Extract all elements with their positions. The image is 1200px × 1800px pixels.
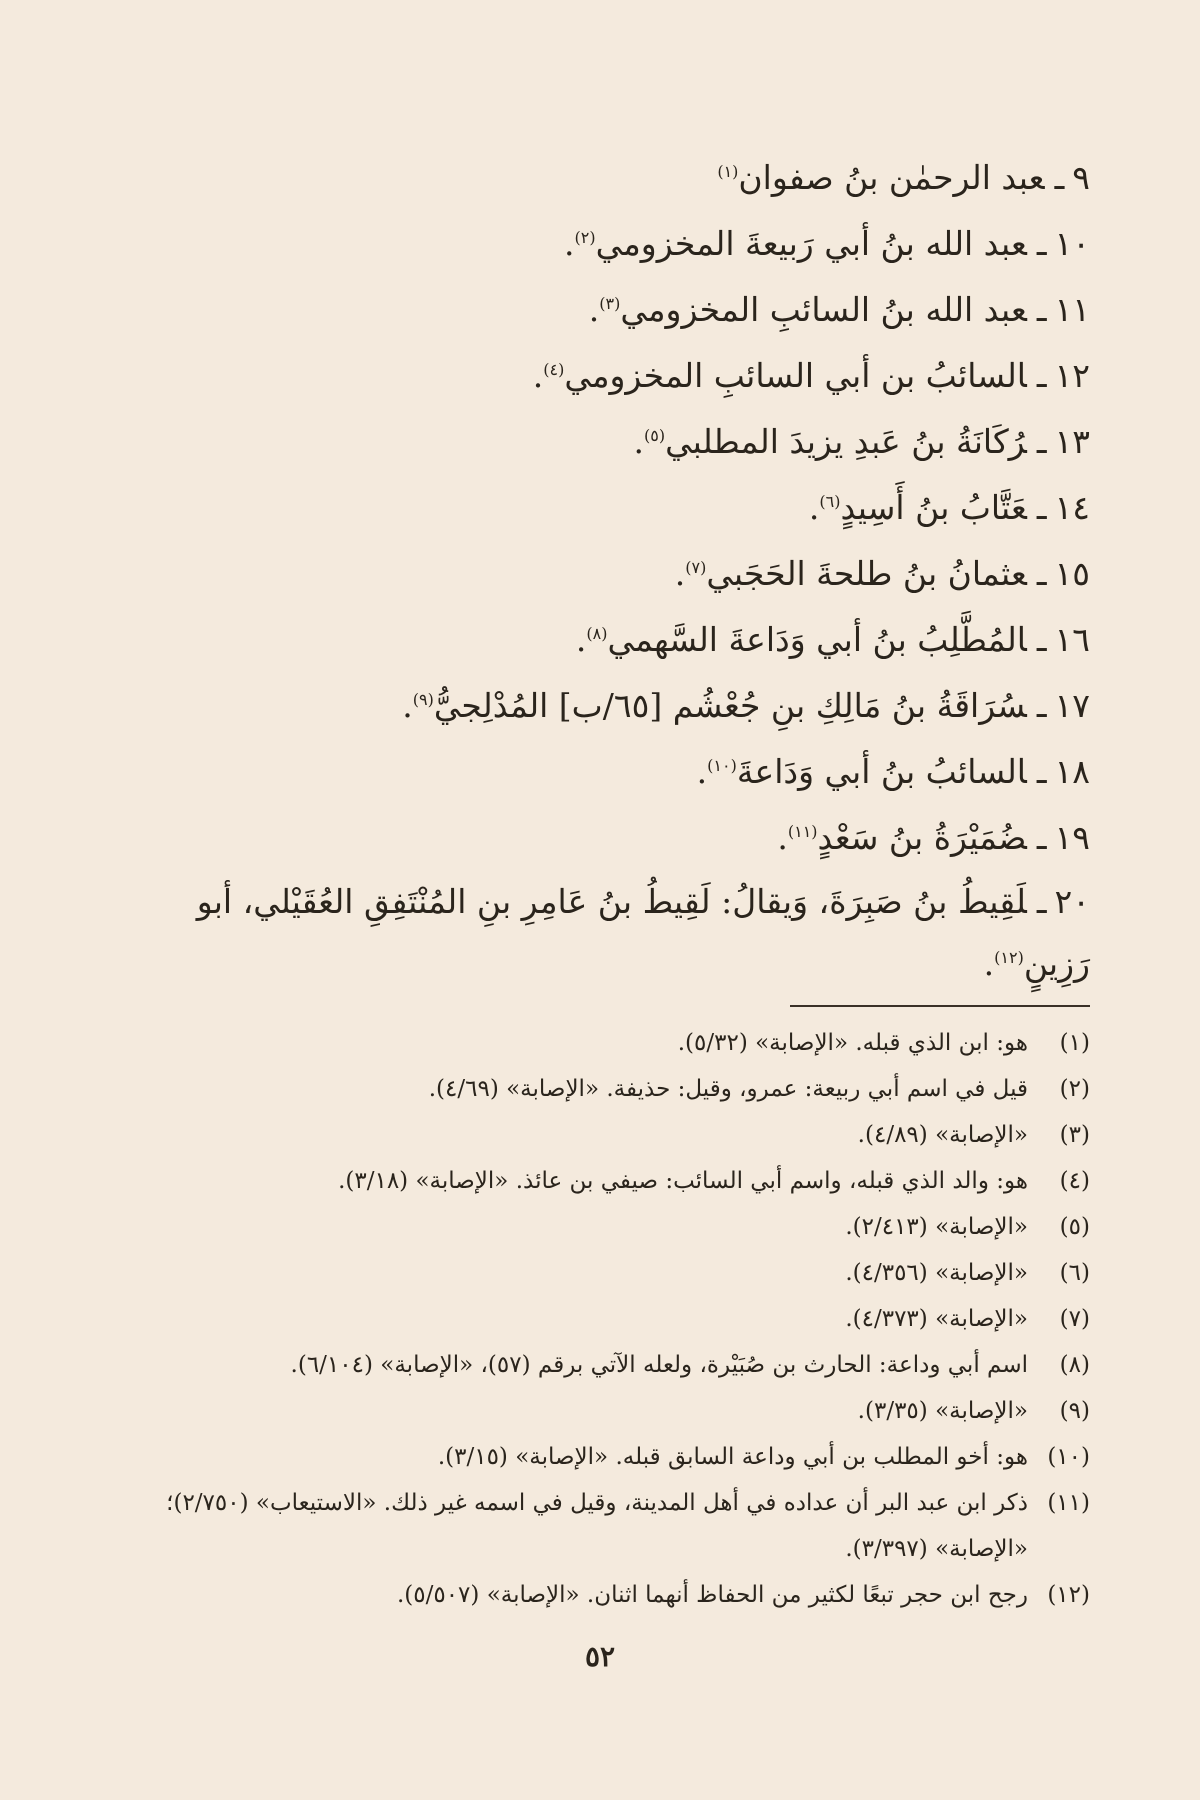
entry-number: ٩ [1072, 158, 1090, 197]
entry-text: السائبُ بنُ أبي وَدَاعةَ [736, 752, 1027, 791]
entry-text: رُكَانَةُ بنُ عَبدِ يزيدَ المطلبي [665, 422, 1027, 461]
list-item: ١٩ـضُمَيْرَةُ بنُ سَعْدٍ$^{(١١)}$. [110, 805, 1090, 871]
footnote [110, 1572, 1090, 1618]
footnote-number: (١٢) [1047, 1582, 1090, 1608]
footnote-text: رجح ابن حجر تبعًا لكثير من الحفاظ أنهما اثنان. «الإصابة» (٥/٥٠٧). [396, 1582, 1028, 1608]
footnote-number: (٥) [1059, 1214, 1090, 1240]
footnote [110, 1388, 1090, 1434]
list-item: ١٦ـالمُطَّلِبُ بنُ أبي وَدَاعةَ السَّهمي$^{(٨)}$. [110, 607, 1090, 673]
footnote [110, 1204, 1090, 1250]
entry-text: عثمانُ بنُ طلحةَ الحَجَبي [706, 554, 1027, 593]
footnote-ref: (٨) [586, 624, 608, 643]
entry-text: عَتَّابُ بنُ أَسِيدٍ [840, 488, 1027, 527]
footnote-ref: (٧) [685, 558, 707, 577]
list-item: ١٤ـعَتَّابُ بنُ أَسِيدٍ$^{(٦)}$. [110, 475, 1090, 541]
footnote-text: هو: ابن الذي قبله. «الإصابة» (٥/٣٢). [677, 1030, 1028, 1056]
list-item: ١٢ـالسائبُ بن أبي السائبِ المخزومي$^{(٤)}$. [110, 343, 1090, 409]
footnote [110, 1158, 1090, 1204]
footnote-number: (١) [1059, 1030, 1090, 1056]
footnote [110, 1020, 1090, 1066]
footnote-ref: (١) [717, 162, 739, 181]
footnote-number: (٣) [1059, 1122, 1090, 1148]
list-item: ٢٠ـلَقِيطُ بنُ صَبِرَةَ، وَيقالُ: لَقِيطُ بنُ عَامِرِ بنِ المُنْتَفِقِ العُقَيْلي، أبو رَزِينٍ$^{(١٢)}$. [110, 871, 1090, 995]
entry-number: ١٠ [1054, 224, 1090, 263]
entry-text: السائبُ بن أبي السائبِ المخزومي [564, 356, 1027, 395]
entry-number: ١٣ [1054, 422, 1090, 461]
footnote-text: قيل في اسم أبي ربيعة: عمرو، وقيل: حذيفة. «الإصابة» (٤/٦٩). [428, 1076, 1028, 1102]
footnote-number: (١٠) [1047, 1444, 1090, 1470]
footnote-ref: (٣) [599, 294, 621, 313]
footnote-number: (٩) [1059, 1398, 1090, 1424]
footnote-ref: (١٠) [707, 756, 737, 775]
footnote-ref: (٥) [644, 426, 666, 445]
footnote-text: هو: أخو المطلب بن أبي وداعة السابق قبله. «الإصابة» (٣/١٥). [437, 1444, 1028, 1470]
footnote-ref: (٢) [574, 228, 596, 247]
entry-text: عبد الرحمٰن بنُ صفوان [738, 158, 1045, 197]
entry-text: عبد الله بنُ أبي رَبيعةَ المخزومي [595, 224, 1027, 263]
footnote-text: ذكر ابن عبد البر أن عداده في أهل المدينة، وقيل في اسمه غير ذلك. «الاستيعاب» (٢/٧٥٠)؛ «الإصابة» (٣/٣٩٧). [166, 1490, 1028, 1562]
footnote-number: (٧) [1059, 1306, 1090, 1332]
entry-text: لَقِيطُ بنُ صَبِرَةَ، وَيقالُ: لَقِيطُ بنُ عَامِرِ بنِ المُنْتَفِقِ العُقَيْلي، أبو رَزِينٍ [196, 882, 1090, 983]
footnote-ref: (١١) [787, 822, 818, 841]
footnote-number: (٢) [1059, 1076, 1090, 1102]
footnote-ref: (٤) [543, 360, 565, 379]
page-number: ٥٢ [584, 1640, 616, 1673]
footnote-text: هو: والد الذي قبله، واسم أبي السائب: صيفي بن عائذ. «الإصابة» (٣/١٨). [338, 1168, 1028, 1194]
footnote-text: «الإصابة» (٤/٣٥٦). [845, 1260, 1028, 1286]
entry-number: ٢٠ [1054, 882, 1090, 921]
entry-number: ١٥ [1054, 554, 1090, 593]
footnotes-list [110, 1020, 1090, 1618]
footnote-text: «الإصابة» (٤/٣٧٣). [845, 1306, 1028, 1332]
entry-text: سُرَاقَةُ بنُ مَالِكِ بنِ جُعْشُم [٦٥/ب] المُدْلِجيُّ [433, 686, 1027, 725]
entry-number: ١٤ [1054, 488, 1090, 527]
list-item: ١٠ـعبد الله بنُ أبي رَبيعةَ المخزومي$^{(٢)}$. [110, 211, 1090, 277]
footnote-ref: (٦) [819, 492, 841, 511]
footnote [110, 1342, 1090, 1388]
footnote-text: «الإصابة» (٢/٤١٣). [845, 1214, 1028, 1240]
list-item: ١٣ـرُكَانَةُ بنُ عَبدِ يزيدَ المطلبي$^{(٥)}$. [110, 409, 1090, 475]
footnote-number: (١١) [1047, 1490, 1090, 1516]
footnote-ref: (٩) [412, 690, 434, 709]
footnote [110, 1296, 1090, 1342]
list-item: ١١ـعبد الله بنُ السائبِ المخزومي$^{(٣)}$. [110, 277, 1090, 343]
entry-number: ١٩ [1054, 818, 1090, 857]
footnote-number: (٨) [1059, 1352, 1090, 1378]
footnote-number: (٦) [1059, 1260, 1090, 1286]
footnote [110, 1434, 1090, 1480]
list-item: ١٥ـعثمانُ بنُ طلحةَ الحَجَبي$^{(٧)}$. [110, 541, 1090, 607]
list-item: ٩ـعبد الرحمٰن بنُ صفوان$^{(١)}$ [110, 145, 1090, 211]
footnote-number: (٤) [1059, 1168, 1090, 1194]
entry-text: ضُمَيْرَةُ بنُ سَعْدٍ [817, 818, 1027, 857]
footnote [110, 1250, 1090, 1296]
footnote-text: اسم أبي وداعة: الحارث بن صُبَيْرة، ولعله الآتي برقم (٥٧)، «الإصابة» (٦/١٠٤). [290, 1352, 1028, 1378]
entry-number: ١٧ [1054, 686, 1090, 725]
footnote [110, 1066, 1090, 1112]
entry-number: ١٢ [1054, 356, 1090, 395]
entries-list [110, 145, 1090, 995]
footnote [110, 1480, 1090, 1572]
list-item: ١٧ـسُرَاقَةُ بنُ مَالِكِ بنِ جُعْشُم [٦٥/ب] المُدْلِجيُّ$^{(٩)}$. [110, 673, 1090, 739]
footnote-text: «الإصابة» (٣/٣٥). [857, 1398, 1028, 1424]
entry-text: المُطَّلِبُ بنُ أبي وَدَاعةَ السَّهمي [607, 620, 1027, 659]
entry-number: ١١ [1054, 290, 1090, 329]
footnote-ref: (١٢) [994, 948, 1024, 967]
entry-text: عبد الله بنُ السائبِ المخزومي [620, 290, 1027, 329]
footnote-divider [790, 1005, 1090, 1007]
footnote-text: «الإصابة» (٤/٨٩). [857, 1122, 1028, 1148]
entry-number: ١٨ [1054, 752, 1090, 791]
list-item: ١٨ـالسائبُ بنُ أبي وَدَاعةَ$^{(١٠)}$. [110, 739, 1090, 805]
entry-number: ١٦ [1054, 620, 1090, 659]
footnote [110, 1112, 1090, 1158]
